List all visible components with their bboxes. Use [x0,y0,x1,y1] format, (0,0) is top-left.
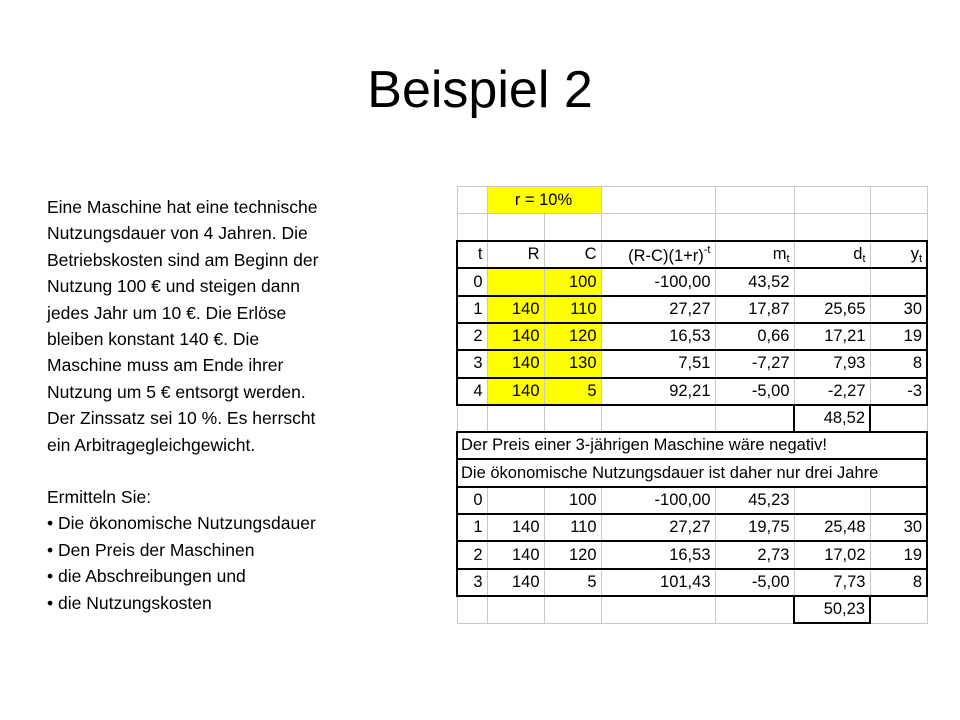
table-row [457,487,927,514]
message-row [457,459,927,486]
text-line: Betriebskosten sind am Beginn der [47,249,319,270]
table-row [457,541,927,568]
spreadsheet [456,186,928,624]
cell: 19 [870,541,927,568]
table-row [457,569,927,596]
cell [487,487,544,514]
cell: -100,00 [601,268,715,295]
cell: 27,27 [601,514,715,541]
task-bullet: • die Nutzungskosten [47,590,407,616]
header-discounted [601,241,715,268]
cell: -7,27 [715,350,794,377]
cell: 19,75 [715,514,794,541]
cell: -5,00 [715,569,794,596]
cell: 3 [457,569,487,596]
cell: 140 [487,378,544,405]
cell: 140 [487,323,544,350]
cell: 100 [544,268,601,295]
cell: 1 [457,296,487,323]
cell: 140 [487,514,544,541]
header-r: R [487,241,544,268]
cell: 30 [870,296,927,323]
cell: 17,87 [715,296,794,323]
tasks-intro: Ermitteln Sie: [47,487,152,508]
cell: 17,02 [794,541,870,568]
cell: 2,73 [715,541,794,568]
header-d: $d_t$ [794,241,870,268]
cell: 0 [457,487,487,514]
calculation-table [456,186,928,624]
task-description [47,194,407,616]
total-cell: 50,23 [794,596,870,623]
cell: 4 [457,378,487,405]
header-row [457,241,927,268]
cell: 19 [870,323,927,350]
header-c: C [544,241,601,268]
message-negative-price: Der Preis einer 3-jährigen Maschine wäre negativ! [457,432,927,459]
text-line: Nutzungsdauer von 4 Jahren. Die [47,223,308,244]
cell: 110 [544,296,601,323]
cell [870,187,927,214]
header-t: t [457,241,487,268]
cell [457,187,487,214]
table-row [457,296,927,323]
cell [487,268,544,295]
header-y: $y_t$ [870,241,927,268]
text-line: Nutzung um 5 € entsorgt werden. [47,381,306,402]
cell: 140 [487,296,544,323]
text-line: bleiben konstant 140 €. Die [47,329,260,350]
table-row [457,514,927,541]
cell [794,487,870,514]
cell: -2,27 [794,378,870,405]
table-row [457,378,927,405]
total-row [457,596,927,623]
cell: 110 [544,514,601,541]
cell: 7,73 [794,569,870,596]
cell: 130 [544,350,601,377]
task-bullet: • die Abschreibungen und [47,563,407,589]
cell: 7,93 [794,350,870,377]
text-line: Der Zinssatz sei 10 %. Es herrscht [47,408,316,429]
cell: 16,53 [601,541,715,568]
table-row [457,350,927,377]
cell: 100 [544,487,601,514]
header-formula-exponent: -t [703,243,711,256]
cell: 2 [457,541,487,568]
cell [870,487,927,514]
cell: 3 [457,350,487,377]
cell: 140 [487,541,544,568]
cell: 0,66 [715,323,794,350]
cell: 8 [870,569,927,596]
cell: 120 [544,541,601,568]
cell: 30 [870,514,927,541]
cell [870,268,927,295]
cell: 140 [487,350,544,377]
text-line: Eine Maschine hat eine technische [47,197,318,217]
slide-title: Beispiel 2 [367,61,593,119]
cell [601,187,715,214]
cell: 1 [457,514,487,541]
task-bullet: • Die ökonomische Nutzungsdauer [47,510,407,536]
message-row [457,432,927,459]
table-row [457,323,927,350]
cell: -3 [870,378,927,405]
interest-rate-cell: r = 10% [487,187,601,214]
cell: 5 [544,569,601,596]
cell [794,268,870,295]
cell [794,187,870,214]
text-line: Nutzung 100 € und steigen dann [47,276,300,297]
cell: 5 [544,378,601,405]
header-m: $m_t$ [715,241,794,268]
header-formula: (R-C)(1+r) [628,246,704,265]
rate-row [457,187,927,214]
cell: 16,53 [601,323,715,350]
cell: 17,21 [794,323,870,350]
empty-row [457,214,927,241]
cell: 2 [457,323,487,350]
cell [715,187,794,214]
total-row [457,405,927,432]
cell: 7,51 [601,350,715,377]
cell: 27,27 [601,296,715,323]
text-line: ein Arbitragegleichgewicht. [47,434,256,455]
cell: 45,23 [715,487,794,514]
cell: 92,21 [601,378,715,405]
cell: 8 [870,350,927,377]
cell: 101,43 [601,569,715,596]
cell: 43,52 [715,268,794,295]
task-bullet: • Den Preis der Maschinen [47,537,407,563]
message-economic-life: Die ökonomische Nutzungsdauer ist daher nur drei Jahre [457,459,927,486]
cell: 25,65 [794,296,870,323]
table-row [457,268,927,295]
text-line: Maschine muss am Ende ihrer [47,355,284,376]
cell: 140 [487,569,544,596]
total-cell: 48,52 [794,405,870,432]
cell: 0 [457,268,487,295]
cell: -5,00 [715,378,794,405]
cell: -100,00 [601,487,715,514]
text-line: jedes Jahr um 10 €. Die Erlöse [47,302,287,323]
cell: 120 [544,323,601,350]
cell: 25,48 [794,514,870,541]
